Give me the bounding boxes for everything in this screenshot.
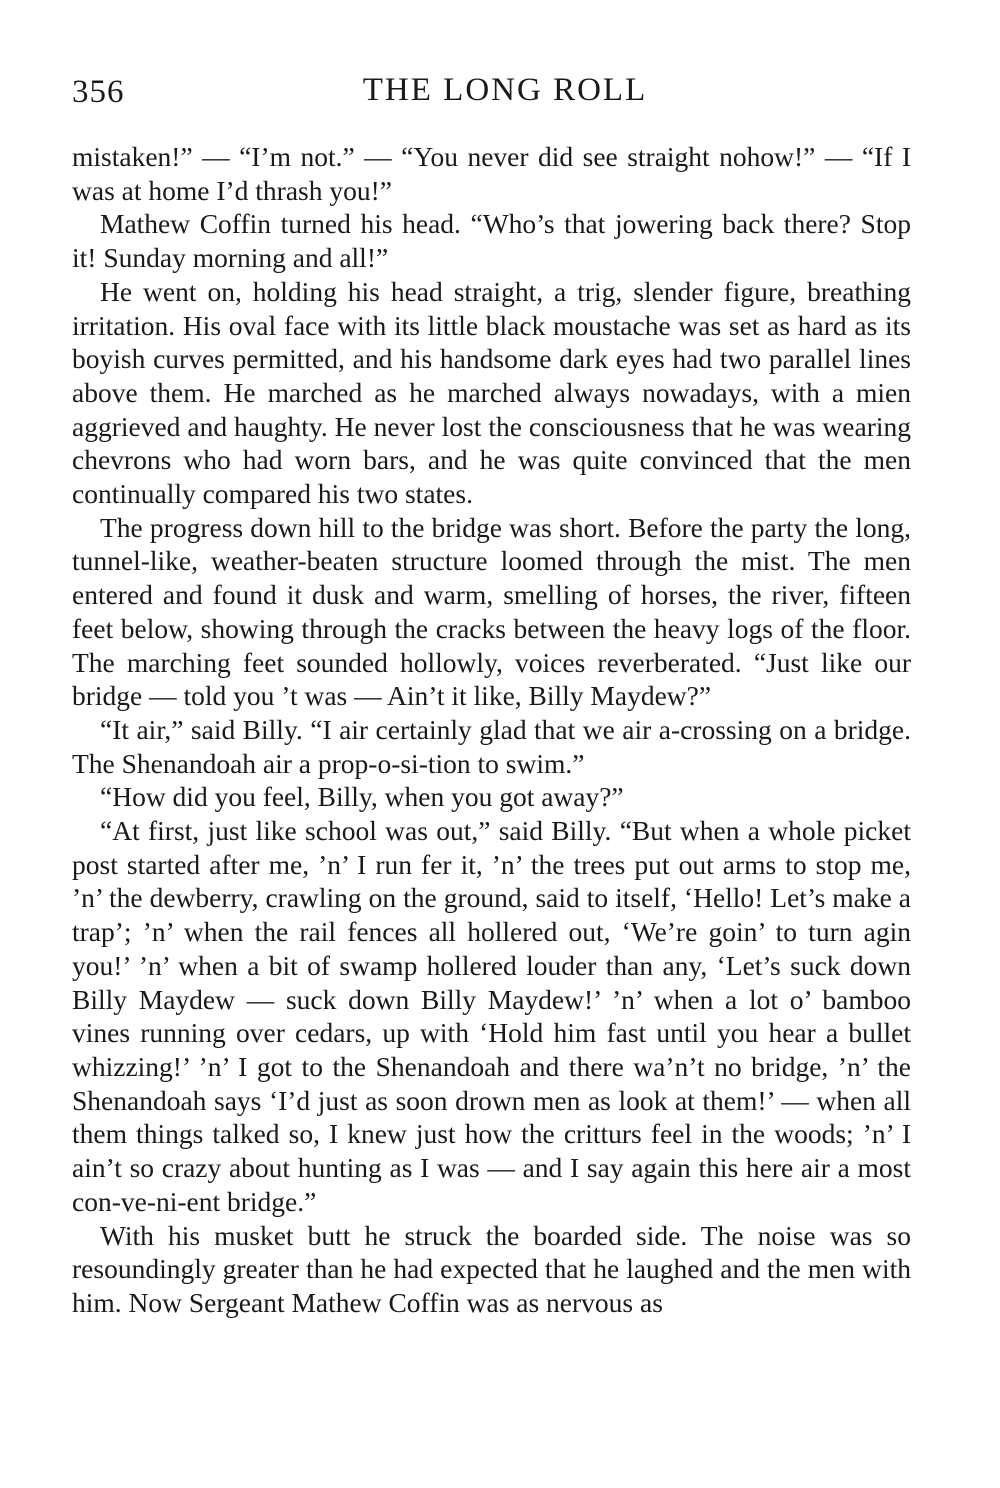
body-text [72, 140, 911, 1320]
running-title: THE LONG ROLL [362, 72, 648, 108]
paragraph: The progress down hill to the bridge was short. Before the party the long, tunnel-like, weather-beaten structure loomed through the mist. The men entered and found it dusk and warm, smelling of horses, the river, fifteen feet below, showing through the cracks between the heavy logs of the floor. The marching feet sounded hollowly, voices reverberated. “Just like our bridge — told you ’t was — Ain’t it like, Billy Maydew?” [72, 511, 911, 712]
page-header [72, 68, 912, 118]
paragraph: “How did you feel, Billy, when you got away?” [100, 781, 624, 813]
paragraph: “It air,” said Billy. “I air certainly glad that we air a-crossing on a bridge. The Shenandoah air a prop-o-si-tion to swim.” [72, 713, 911, 779]
paragraph: With his musket butt he struck the boarded side. The noise was so resoundingly greater than he had expected that he laughed and the men with him. Now Sergeant Mathew Coffin was as nervous as [72, 1219, 911, 1318]
paragraph: Mathew Coffin turned his head. “Who’s that jowering back there? Stop it! Sunday morning and all!” [72, 208, 911, 274]
paragraph: He went on, holding his head straight, a trig, slender figure, breathing irritation. His oval face with its little black moustache was set as hard as its boyish curves permitted, and his handsome dark eyes had two parallel lines above them. He marched as he marched always nowadays, with a mien aggrieved and haughty. He never lost the consciousness that he was wearing chevrons who had worn bars, and he was quite convinced that the men continually compared his two states. [72, 275, 911, 510]
paragraph: mistaken!” — “I’m not.” — “You never did see straight nohow!” — “If I was at home I’d thrash you!” [72, 141, 911, 206]
paragraph: “At first, just like school was out,” said Billy. “But when a whole picket post started after me, ’n’ I run fer it, ’n’ the trees put out arms to stop me, ’n’ the dewberry, crawling on the ground, said to itself, ‘Hello! Let’s make a trap’; ’n’ when the rail fences all hollered out, ‘We’re goin’ to turn agin you!’ ’n’ when a bit of swamp hollered louder than any, ‘Let’s suck down Billy Maydew — suck down Billy Maydew!’ ’n’ when a lot o’ bamboo vines running over cedars, up with ‘Hold him fast until you hear a bullet whizzing!’ ’n’ I got to the Shenandoah and there wa’n’t no bridge, ’n’ the Shenandoah says ‘I’d just as soon drown men as look at them!’ — when all them things talked so, I knew just how the critturs feel in the woods; ’n’ I ain’t so crazy about hunting as I was — and I say again this here air a most con-ve-ni-ent bridge.” [72, 815, 911, 1217]
page-number: 356 [72, 74, 125, 110]
